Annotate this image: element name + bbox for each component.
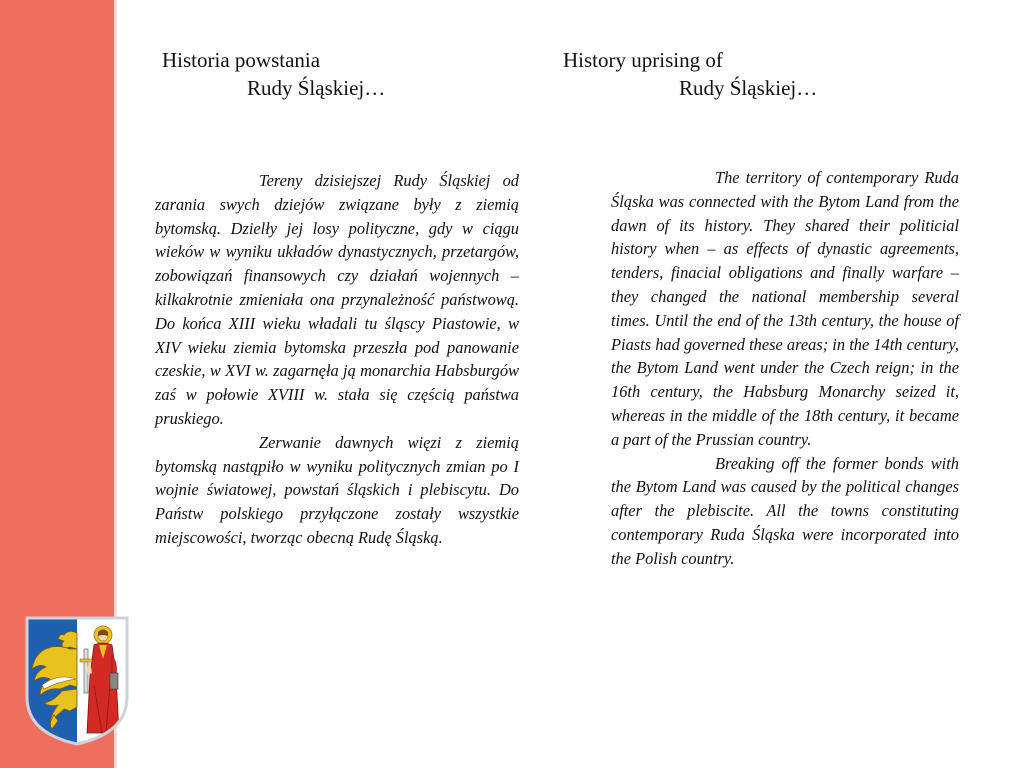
ruda-slaska-coat-of-arms-icon (24, 615, 130, 747)
title-english-line1: History uprising of (563, 48, 723, 72)
polish-text-column (155, 169, 519, 550)
english-paragraph-2: Breaking off the former bonds with the Bytom Land was caused by the political changes after the plebiscite. All the towns constituting contemporary Ruda Śląska were incorporated into the Polish country. (611, 453, 959, 568)
title-english-line2: Rudy Śląskiej… (679, 76, 818, 100)
title-polish (162, 46, 385, 102)
polish-paragraph-1: Tereny dzisiejszej Rudy Śląskiej od zarania swych dziejów związane były z ziemią bytomską. Dzielły jej losy polityczne, gdy w ciągu wieków w wyniku układów dynastycznych, przetargów, zobowiązań finansowych czy działań wojennych – kilkakrotnie zmieniała ona przynależność państwową. Do końca XIII wieku władali tu śląscy Piastowie, w XIV wieku ziemia bytomska przeszła pod panowanie czeskie, w XVI w. zagarnęła ją monarchia Habsburgów zaś w połowie XVIII w. stała się częścią państwa pruskiego. (155, 171, 519, 428)
english-text-column (611, 166, 959, 571)
english-paragraph-1: The territory of contemporary Ruda Śląska was connected with the Bytom Land from the dawn of its history. They shared their politicial history when – as effects of dynastic agreements, tenders, finacial obligations and finally warfare – they changed the national membership several times. Until the end of the 13th century, the house of Piasts had governed these areas; in the 14th century, the Bytom Land went under the Czech reign; in the 16th century, the Habsburg Monarchy seized it, whereas in the middle of the 18th century, it became a part of the Prussian country. (611, 168, 959, 449)
title-english (563, 46, 817, 102)
polish-paragraph-2: Zerwanie dawnych więzi z ziemią bytomską nastąpiło w wyniku politycznych zmian po I wojnie światowej, powstań śląskich i plebiscytu. Do Państw polskiego przyłączone zostały wszystkie miejscowości, tworząc obecną Rudę Śląską. (155, 432, 519, 547)
title-polish-line1: Historia powstania (162, 48, 321, 72)
title-polish-line2: Rudy Śląskiej… (247, 76, 386, 100)
